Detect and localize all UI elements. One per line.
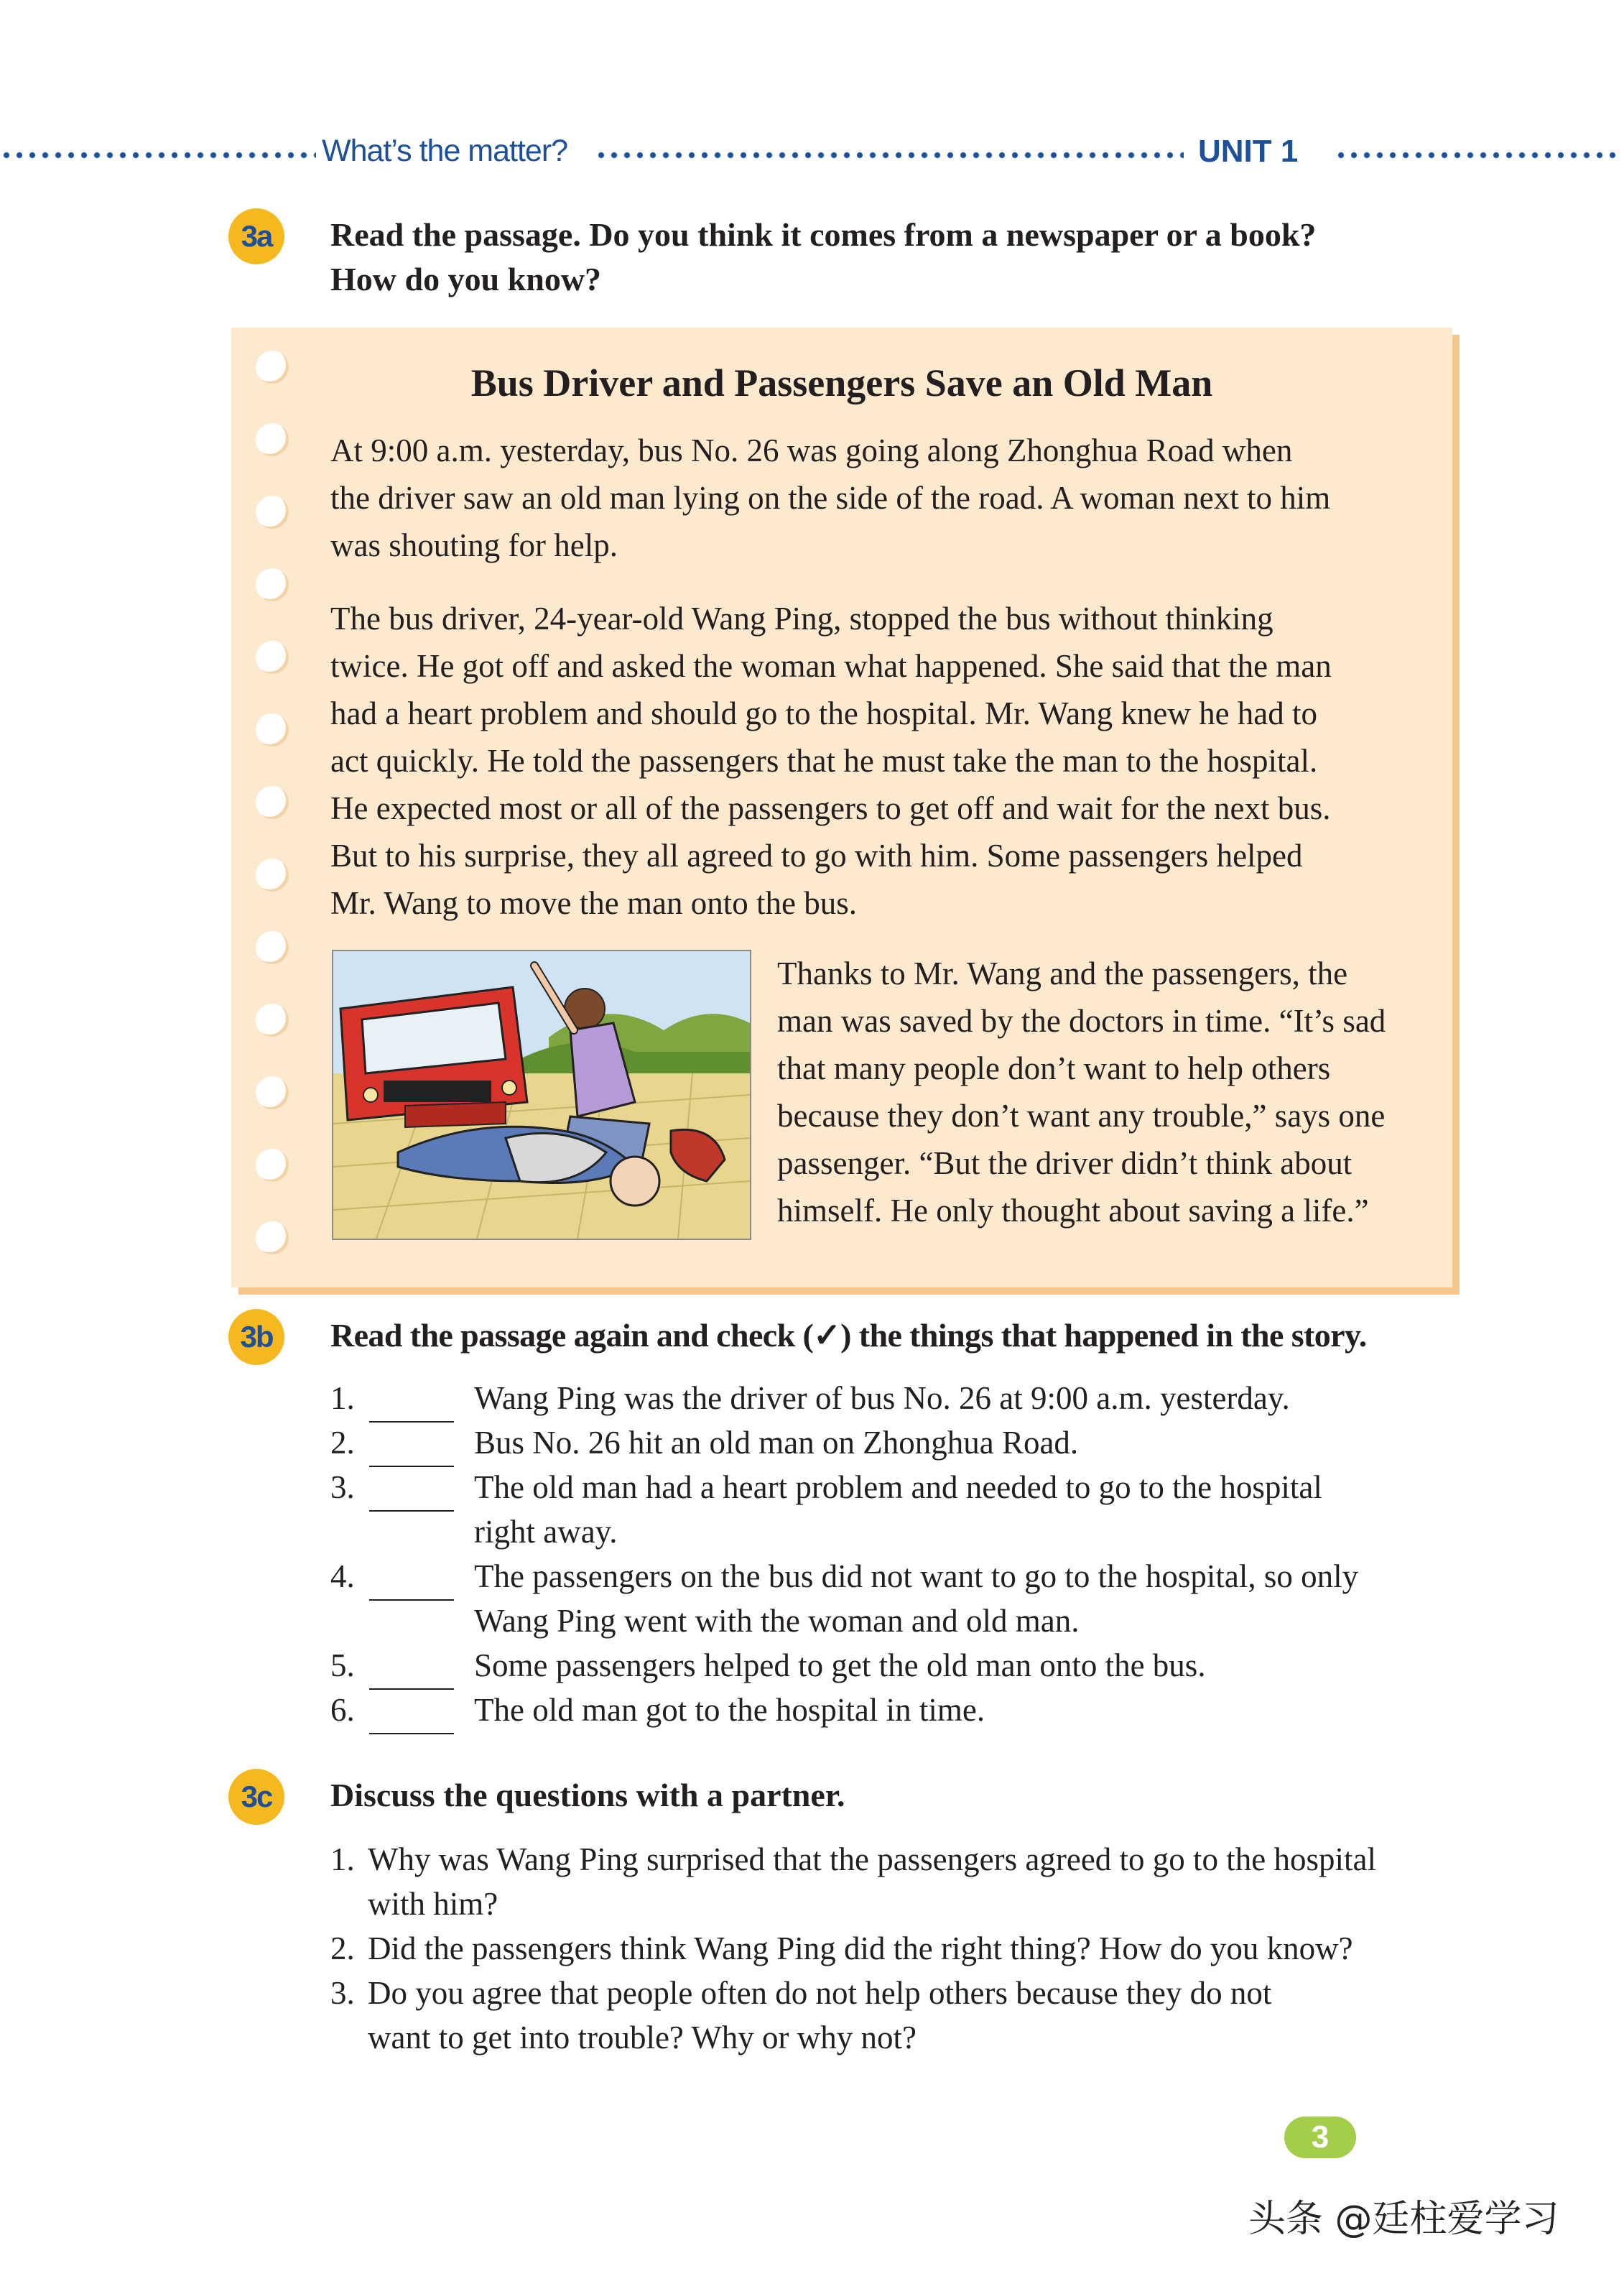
answer-blank[interactable] [369,1421,454,1423]
answer-blank[interactable] [369,1599,454,1601]
header-dots-right [1335,151,1622,159]
item-number: 4. [330,1558,355,1594]
paragraph-1-line: was shouting for help. [330,527,618,563]
paragraph-2-line: The bus driver, 24-year-old Wang Ping, stopped the bus without thinking [330,601,1273,637]
question-text: with him? [368,1886,498,1922]
item-text: The old man got to the hospital in time. [474,1692,985,1728]
item-number: 5. [330,1647,355,1683]
paragraph-3-line: Thanks to Mr. Wang and the passengers, the [777,956,1348,991]
binder-ring [256,931,289,964]
answer-blank[interactable] [369,1733,454,1734]
section-badge-3a: 3a [228,208,284,264]
item-text: Wang Ping went with the woman and old man. [474,1603,1080,1639]
paragraph-2-line: had a heart problem and should go to the hospital. Mr. Wang knew he had to [330,695,1318,731]
question-number: 1. [330,1841,355,1877]
item-text: right away. [474,1514,618,1550]
item-text: Bus No. 26 hit an old man on Zhonghua Road. [474,1425,1079,1461]
paragraph-3-line: himself. He only thought about saving a life.” [777,1193,1369,1229]
item-number: 6. [330,1692,355,1728]
paragraph-1-line: At 9:00 a.m. yesterday, bus No. 26 was going along Zhonghua Road when [330,433,1293,468]
item-text: The passengers on the bus did not want to go to the hospital, so only [474,1558,1359,1594]
item-text: Wang Ping was the driver of bus No. 26 at 9:00 a.m. yesterday. [474,1380,1290,1416]
binder-ring [256,423,289,456]
binder-ring [256,496,289,529]
article-title: Bus Driver and Passengers Save an Old Man [470,361,1213,404]
binder-ring [256,713,289,746]
paragraph-2-line: twice. He got off and asked the woman what happened. She said that the man [330,648,1332,684]
paragraph-2-line: He expected most or all of the passengers to get off and wait for the next bus. [330,790,1331,826]
section-3b-instruction: Read the passage again and check (✓) the things that happened in the story. [330,1317,1367,1354]
source-watermark: 头条 @廷柱爱学习 [1248,2198,1559,2241]
page-number: 3 [1284,2117,1356,2158]
answer-blank[interactable] [369,1510,454,1512]
section-badge-3c: 3c [228,1769,284,1825]
binder-ring [256,859,289,892]
section-3c-instruction: Discuss the questions with a partner. [330,1777,845,1813]
header-title: What’s the matter? [322,134,568,168]
paragraph-3-line: because they don’t want any trouble,” says one [777,1098,1386,1134]
paragraph-3-line: man was saved by the doctors in time. “It’s sad [777,1003,1386,1039]
question-text: Do you agree that people often do not help others because they do not [368,1975,1272,2011]
question-number: 2. [330,1930,355,1966]
page-header [0,129,1624,180]
item-text: The old man had a heart problem and needed to go to the hospital [474,1469,1322,1505]
binder-ring [256,1004,289,1037]
paragraph-2-line: But to his surprise, they all agreed to go with him. Some passengers helped [330,838,1303,874]
paragraph-3-line: that many people don’t want to help others [777,1050,1331,1086]
paragraph-2-line: act quickly. He told the passengers that he must take the man to the hospital. [330,743,1318,779]
header-dots-left [0,151,316,159]
binder-ring [256,1076,289,1109]
question-number: 3. [330,1975,355,2011]
section-3a-instruction-line-2: How do you know? [330,261,602,297]
item-number: 2. [330,1425,355,1461]
paragraph-1-line: the driver saw an old man lying on the side of the road. A woman next to him [330,480,1331,516]
header-dots-middle [595,151,1184,159]
question-text: Did the passengers think Wang Ping did the right thing? How do you know? [368,1930,1353,1966]
section-badge-3b: 3b [228,1309,284,1365]
item-text: Some passengers helped to get the old man onto the bus. [474,1647,1206,1683]
paragraph-3-line: passenger. “But the driver didn’t think about [777,1145,1352,1181]
item-number: 3. [330,1469,355,1505]
binder-ring [256,786,289,819]
section-3a-instruction-line-1: Read the passage. Do you think it comes from a newspaper or a book? [330,216,1317,253]
binder-ring [256,1149,289,1182]
answer-blank[interactable] [369,1466,454,1467]
binder-ring [256,568,289,601]
answer-blank[interactable] [369,1688,454,1690]
item-number: 1. [330,1380,355,1416]
bus-accident-illustration [333,951,750,1239]
question-text: want to get into trouble? Why or why not? [368,2020,917,2055]
binder-ring [256,1221,289,1254]
header-unit: UNIT 1 [1198,134,1299,169]
story-illustration [332,950,751,1240]
binder-ring [256,641,289,674]
paragraph-2-line: Mr. Wang to move the man onto the bus. [330,885,857,921]
question-text: Why was Wang Ping surprised that the passengers agreed to go to the hospital [368,1841,1377,1877]
